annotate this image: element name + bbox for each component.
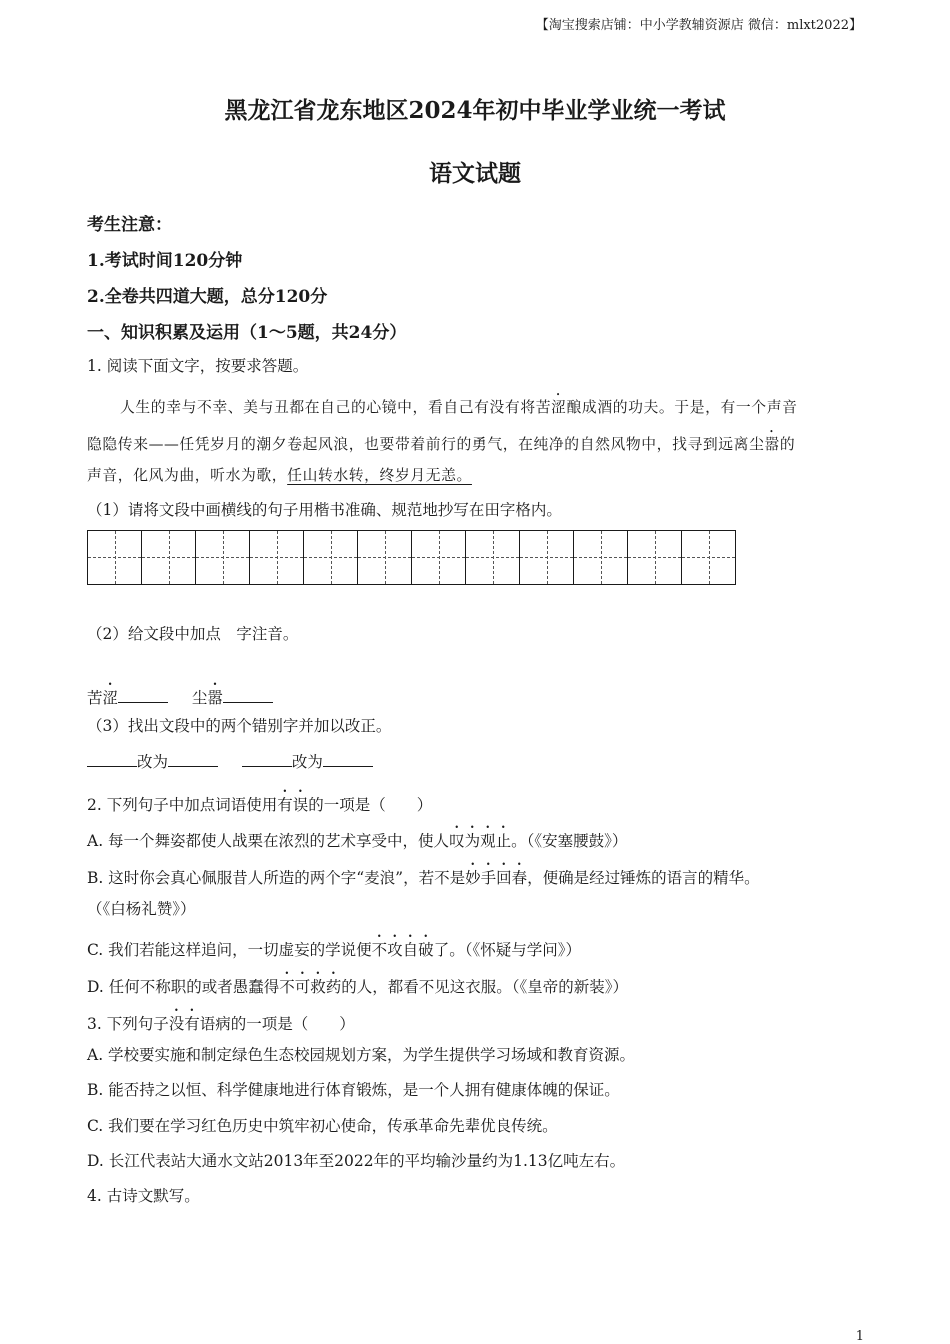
grid-cell[interactable] [358,531,412,584]
section1-heading: 一、知识积累及运用（1～5题，共24分） [87,323,407,343]
q2-option-b-source: （《白杨礼赞》） [87,900,196,918]
dotted-word: 叹为观止 [449,832,512,850]
answer-blank[interactable] [223,688,273,703]
grid-cell[interactable] [142,531,196,584]
q1-sub3: （3）找出文段中的两个错别字并加以改正。 [87,717,392,735]
grid-cell[interactable] [574,531,628,584]
grid-cell[interactable] [88,531,142,584]
q2-option-a: A. 每一个舞姿都使人战栗在浓烈的艺术享受中，使人叹为观止。（《安塞腰鼓》） [87,832,628,850]
tianzige-grid[interactable] [87,530,736,585]
q1-sub1: （1）请将文段中画横线的句子用楷书准确、规范地抄写在田字格内。 [87,501,562,519]
dotted-char: 涩 [102,689,119,707]
q2-option-d: D. 任何不称职的或者愚蠢得不可救药的人，都看不见这衣服。（《皇帝的新装》） [87,978,629,996]
q3-option-a: A. 学校要实施和制定绿色生态校园规划方案，为学生提供学习场域和教育资源。 [87,1046,636,1064]
exam-subtitle: 语文试题 [429,160,521,187]
dotted-word: 有误 [277,796,309,814]
dotted-char: 嚣 [764,436,780,453]
answer-blank[interactable] [168,752,218,767]
exam-title: 黑龙江省龙东地区2024年初中毕业学业统一考试 [224,97,726,124]
dotted-char: 嚣 [207,689,223,707]
notice-item-2: 2.全卷共四道大题，总分120分 [87,287,328,307]
q2-stem: 2. 下列句子中加点词语使用有误的一项是（ ） [87,796,433,814]
q3-stem: 3. 下列句子没有语病的一项是（ ） [87,1015,355,1033]
grid-cell[interactable] [196,531,250,584]
grid-cell[interactable] [520,531,574,584]
answer-blank[interactable] [323,752,373,767]
dotted-char: 涩 [551,399,567,416]
grid-cell[interactable] [466,531,520,584]
q1-pinyin-answers: 苦涩 尘嚣 [87,680,273,708]
q1-sub2: （2）给文段中加点 字注音。 [87,625,299,643]
answer-blank[interactable] [87,752,137,767]
header-watermark: 【淘宝搜索店铺：中小学教辅资源店 微信：mlxt2022】 [535,18,862,33]
notice-item-1: 1.考试时间120分钟 [87,251,243,271]
dotted-word: 不攻自破 [371,941,434,959]
q1-stem: 1. 阅读下面文字，按要求答题。 [87,357,309,375]
notice-heading: 考生注意： [87,215,172,235]
q3-option-d: D. 长江代表站大通水文站2013年至2022年的平均输沙量约为1.13亿吨左右。 [87,1152,626,1170]
grid-cell[interactable] [412,531,466,584]
q3-option-b: B. 能否持之以恒、科学健康地进行体育锻炼，是一个人拥有健康体魄的保证。 [87,1081,620,1099]
q1-passage-line-1: 人生的幸与不幸、美与丑都在自己的心镜中，看自己有没有将苦涩酿成酒的功夫。于是，有一个声音 [120,399,798,416]
q1-correction-answers: 改为 改为 [87,750,373,772]
dotted-word: 不可救药 [279,978,342,996]
q2-option-c: C. 我们若能这样追问，一切虚妄的学说便不攻自破了。（《怀疑与学问》） [87,941,581,959]
answer-blank[interactable] [242,752,292,767]
grid-cell[interactable] [682,531,736,584]
grid-cell[interactable] [250,531,304,584]
q4-stem: 4. 古诗文默写。 [87,1187,200,1205]
q1-passage-line-3: 声音，化风为曲，听水为歌，任山转水转，终岁月无恙。 [87,467,472,484]
answer-blank[interactable] [118,688,168,703]
q1-passage-line-2: 隐隐传来——任凭岁月的潮夕卷起风浪，也要带着前行的勇气，在纯净的自然风物中，找寻到远离尘嚣的 [87,436,796,453]
underlined-sentence: 任山转水转，终岁月无恙。 [287,467,472,484]
grid-cell[interactable] [628,531,682,584]
dotted-word: 妙手回春 [465,869,528,887]
q3-option-c: C. 我们要在学习红色历史中筑牢初心使命，传承革命先辈优良传统。 [87,1117,558,1135]
dotted-word: 没有 [168,1015,200,1033]
q2-option-b: B. 这时你会真心佩服昔人所造的两个字“麦浪”，若不是妙手回春，便确是经过锤炼的语言的精华。 [87,869,760,887]
grid-cell[interactable] [304,531,358,584]
page-number: 1 [855,1329,864,1344]
